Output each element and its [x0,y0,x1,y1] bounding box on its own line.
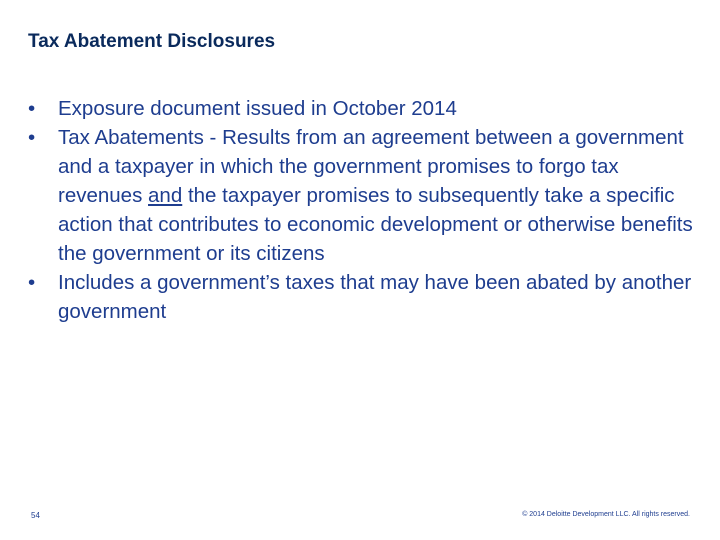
bullet-dot-icon: • [28,271,36,294]
bullet-item-abated-taxes [28,268,698,326]
bullet-item-tax-abatements-definition [28,123,698,268]
bullet-item-exposure-document [28,94,698,123]
bullet-dot-icon: • [28,97,36,120]
slide-title: Tax Abatement Disclosures [28,31,276,52]
bullet-list [28,94,698,326]
bullet-dot-icon: • [28,126,36,149]
underlined-word: and [148,184,183,207]
copyright-notice: © 2014 Deloitte Development LLC. All rights reserved. [522,511,690,518]
bullet-text-part: Tax Abatements - Results from an agreement between a government and a taxpayer in which the government promises to forgo tax revenues [58,126,684,207]
bullet-text: Exposure document issued in October 2014 [58,97,457,120]
bullet-text-part: the taxpayer promises to subsequently take a specific action that contributes to economic development or otherwise benefits the government or its citizens [58,184,693,265]
page-number: 54 [31,511,40,520]
bullet-text: Includes a government’s taxes that may have been abated by another government [58,271,692,323]
bullet-text [58,126,693,265]
